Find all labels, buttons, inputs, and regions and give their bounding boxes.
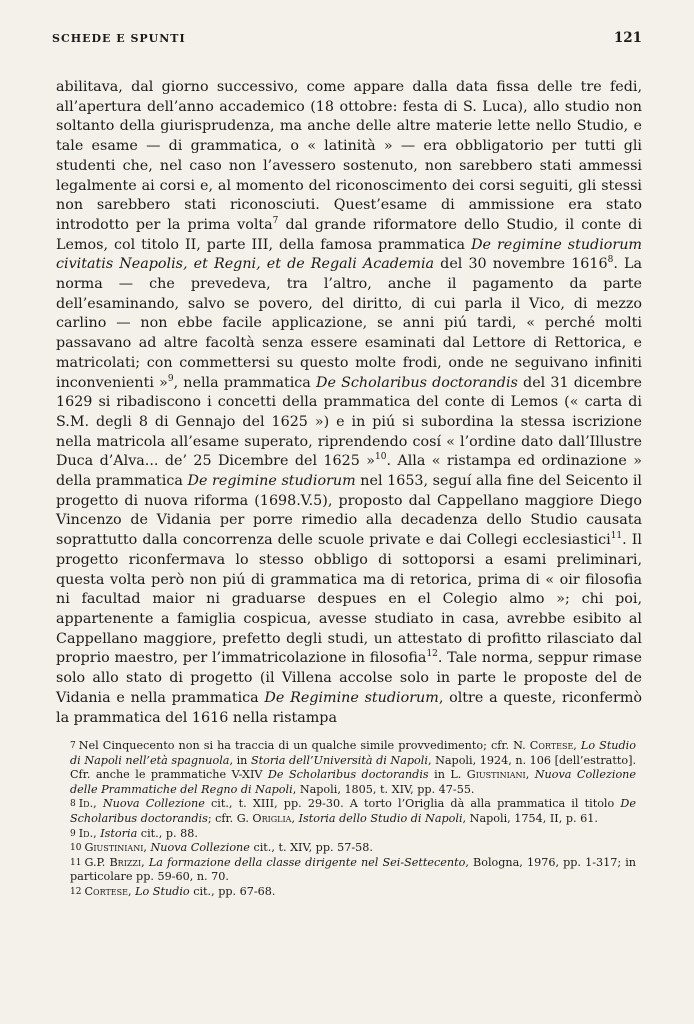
main-text [56, 78, 642, 728]
footnote-ref[interactable]: 10 [375, 452, 387, 463]
footnotes [70, 739, 636, 900]
footnote-12: 12 Cortese, Lo Studio cit., pp. 67-68. [70, 884, 276, 898]
footnote-8: 8 Id., Nuova Collezione cit., t. XIII, pp. 29-30. A torto l’Origlia dà alla prammatica il titolo De Scholaribus doctorandis; cfr. G. Origlia, Istoria dello Studio di Napoli, Napoli, 1754, II, p. 61. [70, 797, 636, 825]
footnote-11: 11 G.P. Brizzi, La formazione della classe dirigente nel Sei-Settecento, Bologna, 1976, pp. 1-317; in particolare pp. 59-60, n. 70. [70, 855, 636, 884]
running-head: SCHEDE E SPUNTI [52, 32, 186, 45]
body-paragraph: abilitava, dal giorno successivo, come appare dalla data fissa delle tre fedi, all’apertura dell’anno accademico (18 ottobre: festa di S. Luca), allo studio non soltanto della giurisprudenza, ma anche delle altre materie lette nello Studio, e tale esame — di grammatica, o « latinità » — era obbligatorio per tutti gli studenti che, nel caso non l’avessero sostenuto, non sarebbero stati ammessi legalmente ai corsi e, al momento del riconoscimento dei corsi seguiti, gli stessi non sarebbero stati riconosciuti. Quest’esame di ammissione era stato introdotto per la prima volta$^7$ dal grande riformatore dello Studio, il conte di Lemos, col titolo II, parte III, della famosa prammatica De regimine studiorum civitatis Neapolis, et Regni, et de Regali Academia del 30 novembre 1616$^8$. La norma — che prevedeva, tra l’altro, anche il pagamento da parte dell’esaminando, salvo se povero, del diritto, di cui parla il Vico, di mezzo carlino — non ebbe facile applicazione, se anni piú tardi, « perché molti passavano ad altre facoltà senza essere esaminati dal Lettore di Rettorica, e matricolati; con commettersi su questo molte frodi, onde ne seguivano infiniti inconvenienti »$^9$, nella prammatica De Scholaribus doctorandis del 31 dicembre 1629 si ribadiscono i concetti della prammatica del conte di Lemos (« carta di S.M. degli 8 di Gennajo del 1625 ») e in piú si subordina la stessa iscrizione nella matricola all’esame superato, riprendendo cosí « l’ordine dato dall’Illustre Duca d’Alva... de’ 25 Dicembre del 1625 »$^{10}$. Alla « ristampa ed ordinazione » della prammatica De regimine studiorum nel 1653, seguí alla fine del Seicento il progetto di nuova riforma (1698.V.5), proposto dal Cappellano maggiore Diego Vincenzo de Vidania per porre rimedio alla decadenza dello Studio causata soprattutto dalla concorrenza delle scuole private e dai Collegi ecclesiastici$^{11}$. Il progetto riconfermava lo stesso obbligo di sottoporsi a esami preliminari, questa volta però non piú di grammatica ma di retorica, prima di « oir filosofia ni facultad maior ni graduarse despues en el Colegio almo »; chi poi, appartenente a famiglia cospicua, avesse studiato in casa, avrebbe esibito al Cappellano maggiore, prefetto degli studi, un attestato di profitto rilasciato dal proprio maestro, per l’immatricolazione in filosofia$^{12}$. Tale norma, seppur rimase solo allo stato di progetto (il Villena accolse solo in parte le proposte del de Vidania e nella prammatica De Regimine studiorum, oltre a queste, riconfermò la prammatica del 1616 nella ristampa [56, 79, 643, 726]
page-header [52, 30, 642, 46]
footnote-9: 9 Id., Istoria cit., p. 88. [70, 826, 198, 840]
work-title: De Regimine studiorum [264, 689, 439, 706]
footnote-10: 10 Giustiniani, Nuova Collezione cit., t. XIV, pp. 57-58. [70, 841, 373, 855]
footnote-ref[interactable]: 9 [167, 373, 174, 384]
work-title: De Scholaribus doctorandis [316, 374, 518, 391]
work-title: De regimine studiorum civitatis Neapolis, et Regni, et de Regali Academia [56, 236, 642, 273]
footnote-ref[interactable]: 11 [610, 531, 623, 542]
footnote-ref[interactable]: 7 [272, 216, 279, 227]
footnote-ref[interactable]: 12 [426, 649, 438, 660]
footnote-ref[interactable]: 8 [607, 255, 614, 266]
work-title: De regimine studiorum [187, 473, 356, 490]
footnote-7: 7 Nel Cinquecento non si ha traccia di un qualche simile provvedimento; cfr. N. Cortese, Lo Studio di Napoli nell’età spagnuola, in Storia dell’Università di Napoli, Napoli, 1924, n. 106 [dell’estratto]. Cfr. anche le prammatiche V-XIV De Scholaribus doctorandis in L. Giustiniani, Nuova Collezione delle Prammatiche del Regno di Napoli, Napoli, 1805, t. XIV, pp. 47-55. [70, 739, 637, 796]
page-number: 121 [613, 30, 642, 46]
